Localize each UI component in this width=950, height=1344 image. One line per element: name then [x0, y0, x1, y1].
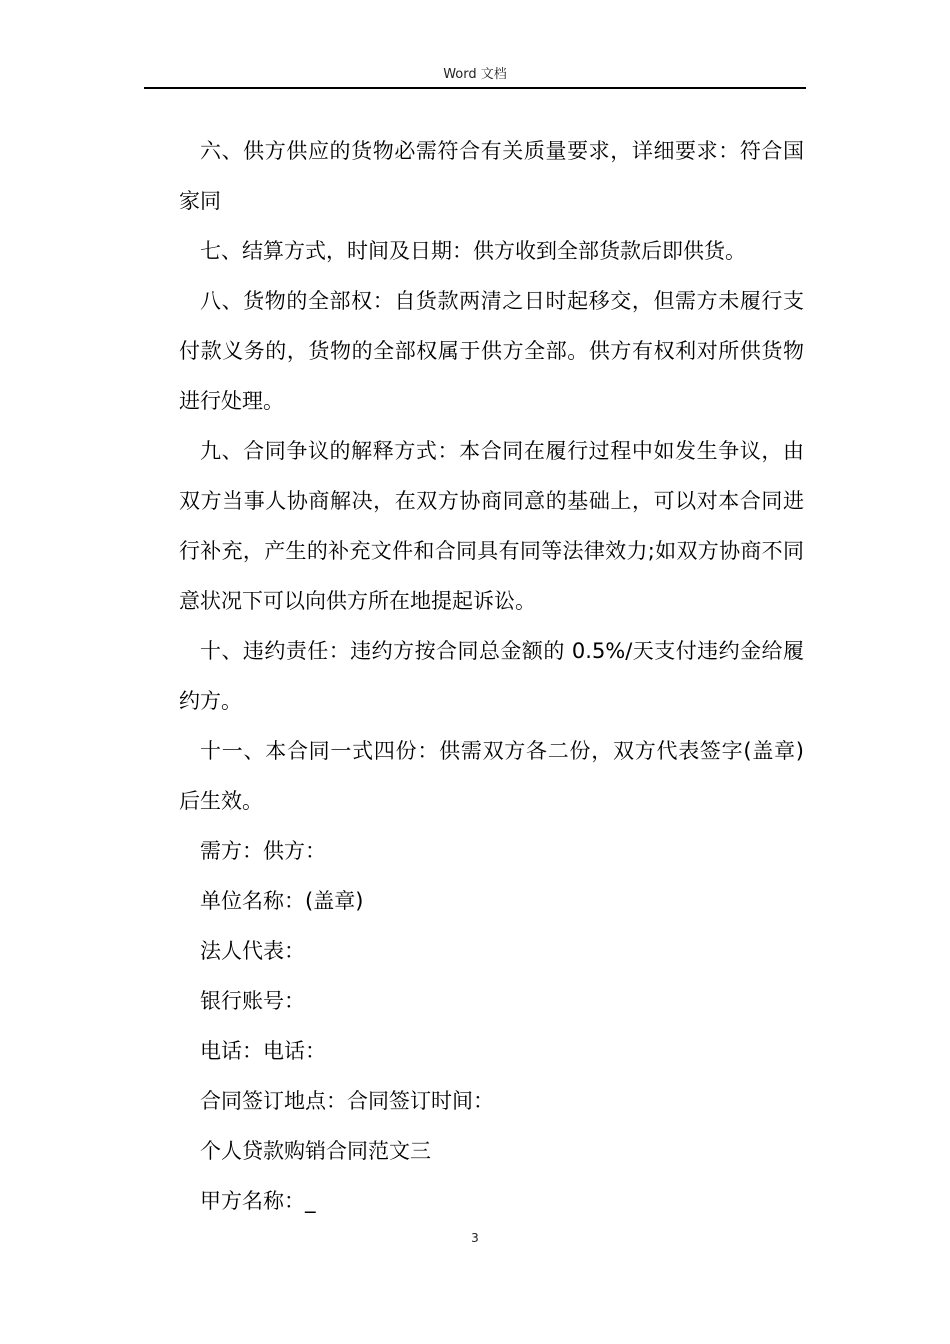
clause-7-settlement: 七、结算方式，时间及日期：供方收到全部货款后即供货。 — [200, 239, 746, 263]
party-a-name: 甲方名称：_ — [200, 1189, 316, 1213]
section-title: 个人贷款购销合同范文三 — [200, 1139, 431, 1163]
signature-phone: 电话：电话： — [200, 1039, 326, 1063]
document-body — [179, 126, 804, 1226]
page-header: Word 文档 — [443, 67, 507, 82]
clause-6-quality: 六、供方供应的货物必需符合有关质量要求，详细要求：符合国家同 — [179, 139, 804, 213]
signature-parties: 需方：供方： — [200, 839, 326, 863]
clause-11-copies: 十一、本合同一式四份：供需双方各二份，双方代表签字(盖章)后生效。 — [179, 739, 804, 813]
signature-unit-name: 单位名称：(盖章) — [200, 889, 364, 913]
signature-legal-rep: 法人代表： — [200, 939, 305, 963]
signature-bank-account: 银行账号： — [200, 989, 305, 1013]
clause-9-dispute: 九、合同争议的解释方式：本合同在履行过程中如发生争议，由双方当事人协商解决，在双方协商同意的基础上，可以对本合同进行补充，产生的补充文件和合同具有同等法律效力;如双方协商不同意状况下可以向供方所在地提起诉讼。 — [179, 439, 804, 613]
clause-10-liability: 十、违约责任：违约方按合同总金额的 0.5%/天支付违约金给履约方。 — [179, 639, 804, 713]
signature-place-time: 合同签订地点：合同签订时间： — [200, 1089, 494, 1113]
header-divider — [144, 87, 806, 89]
clause-8-ownership: 八、货物的全部权：自货款两清之日时起移交，但需方未履行支付款义务的，货物的全部权属于供方全部。供方有权利对所供货物进行处理。 — [179, 289, 804, 413]
page-number: 3 — [471, 1231, 479, 1245]
